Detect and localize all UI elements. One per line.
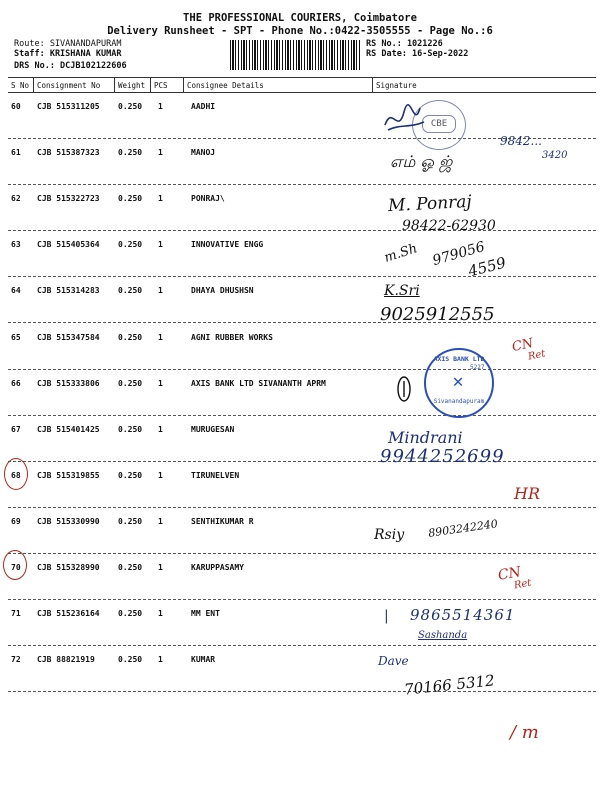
row-sno: 60 [11, 102, 21, 111]
row-consignee: AADHI [191, 102, 216, 111]
hw-r67-name: Mindrani [388, 428, 463, 447]
row-pcs: 1 [158, 102, 163, 111]
col-header-consignment: Consignment No [37, 81, 101, 90]
row-separator [8, 507, 596, 508]
hw-r69-phone: 8903242240 [427, 517, 499, 540]
row-separator [8, 276, 596, 277]
row-consignee: MANOJ [191, 148, 216, 157]
row-consignment-no: CJB 515322723 [37, 194, 100, 203]
row-sno: 72 [11, 655, 21, 664]
barcode [230, 40, 360, 70]
runsheet-title: THE PROFESSIONAL COURIERS, Coimbatore [183, 12, 417, 24]
row-sno: 63 [11, 240, 21, 249]
row-consignee: MURUGESAN [191, 425, 235, 434]
rs-date: RS Date: 16-Sep-2022 [366, 49, 469, 59]
hw-r69-sig: Rsiy [374, 527, 405, 543]
col-divider [150, 78, 151, 92]
row-consignment-no: CJB 515333806 [37, 379, 100, 388]
hw-r65-note-a: CN [510, 335, 535, 356]
row-weight: 0.250 [118, 194, 143, 203]
hw-r65-note-b: Ret [527, 348, 547, 363]
row-sno: 65 [11, 333, 21, 342]
row-consignee: KARUPPASAMY [191, 563, 244, 572]
row-consignee: TIRUNELVEN [191, 471, 240, 480]
row-separator [8, 691, 596, 692]
hw-r71-mark: | [384, 608, 389, 624]
row-weight: 0.250 [118, 517, 143, 526]
row-pcs: 1 [158, 563, 163, 572]
row-sno: 62 [11, 194, 21, 203]
row-pcs: 1 [158, 655, 163, 664]
col-divider [33, 78, 34, 92]
row-separator [8, 461, 596, 462]
row-weight: 0.250 [118, 379, 143, 388]
col-divider [372, 78, 373, 92]
row-separator [8, 553, 596, 554]
row-weight: 0.250 [118, 333, 143, 342]
col-header-consignee: Consignee Details [187, 81, 264, 90]
row-separator [8, 322, 596, 323]
row-separator [8, 369, 596, 370]
row-pcs: 1 [158, 609, 163, 618]
col-divider [183, 78, 184, 92]
row-weight: 0.250 [118, 471, 143, 480]
axis-stamp-top: AXIS BANK LTD [433, 355, 485, 363]
row-pcs: 1 [158, 194, 163, 203]
hw-r68-note: HR [514, 484, 540, 503]
row-consignment-no: CJB 515319855 [37, 471, 100, 480]
row-pcs: 1 [158, 425, 163, 434]
hw-r61-phone: 9842... [500, 134, 542, 148]
hw-r63-phone-b: 4559 [466, 253, 508, 281]
hw-r61-tamil: எம் ஓ ஜ் [390, 152, 453, 171]
axis-logo-icon: ✕ [452, 371, 464, 392]
row-consignee: MM ENT [191, 609, 220, 618]
row-consignment-no: CJB 515347584 [37, 333, 100, 342]
row-weight: 0.250 [118, 240, 143, 249]
row-sno: 69 [11, 517, 21, 526]
row-sno: 67 [11, 425, 21, 434]
runsheet-subtitle: Delivery Runsheet - SPT - Phone No.:0422-3505555 - Page No.:6 [107, 25, 493, 37]
row-pcs: 1 [158, 286, 163, 295]
row-separator [8, 599, 596, 600]
row-weight: 0.250 [118, 655, 143, 664]
row-consignment-no: CJB 515314283 [37, 286, 100, 295]
hw-r71-phone: 9865514361 [410, 606, 516, 624]
row-consignee: SENTHIKUMAR R [191, 517, 254, 526]
hw-r64-phone: 9025912555 [380, 304, 495, 325]
row-separator [8, 230, 596, 231]
route-label: Route: SIVANANDAPURAM [14, 39, 122, 49]
table-top-border [8, 77, 596, 78]
axis-stamp-bottom: Sivanandapuram [433, 398, 485, 405]
hw-r70-note-b: Ret [513, 577, 533, 592]
row-sno: 66 [11, 379, 21, 388]
row-sno: 70 [11, 563, 21, 572]
row-pcs: 1 [158, 517, 163, 526]
row-pcs: 1 [158, 333, 163, 342]
hw-r71-sig: Sashanda [418, 630, 468, 641]
col-divider [114, 78, 115, 92]
row-consignment-no: CJB 515311205 [37, 102, 100, 111]
hw-r64-name: K.Sri [384, 283, 420, 299]
hw-r72-sig: Dave [378, 654, 409, 668]
col-header-pcs: PCS [154, 81, 168, 90]
row-consignee: KUMAR [191, 655, 216, 664]
row-sno: 61 [11, 148, 21, 157]
row-weight: 0.250 [118, 425, 143, 434]
row-consignment-no: CJB 515405364 [37, 240, 100, 249]
hw-r72-phone: 70166 5312 [403, 671, 496, 699]
row-weight: 0.250 [118, 148, 143, 157]
row-sno: 71 [11, 609, 21, 618]
table-header-border [8, 92, 596, 93]
col-header-sno: S No [11, 81, 30, 90]
rs-number: RS No.: 1021226 [366, 39, 443, 49]
row-sno: 68 [11, 471, 21, 480]
row-pcs: 1 [158, 471, 163, 480]
signature-scribble-66 [395, 375, 415, 405]
row-weight: 0.250 [118, 102, 143, 111]
drs-number: DRS No.: DCJB102122606 [14, 61, 127, 71]
red-circle-mark [3, 550, 27, 580]
col-header-weight: Weight [118, 81, 146, 90]
row-sno: 64 [11, 286, 21, 295]
row-consignment-no: CJB 515401425 [37, 425, 100, 434]
hw-r63-phone-a: 979056 [430, 238, 487, 270]
hw-r61-num: 3420 [542, 150, 568, 161]
red-circle-mark [4, 458, 28, 490]
row-separator [8, 184, 596, 185]
row-consignment-no: CJB 515236164 [37, 609, 100, 618]
row-consignment-no: CJB 515387323 [37, 148, 100, 157]
row-weight: 0.250 [118, 286, 143, 295]
row-pcs: 1 [158, 379, 163, 388]
col-header-signature: Signature [376, 81, 417, 90]
row-pcs: 1 [158, 148, 163, 157]
axis-stamp-code: 5227 [470, 364, 485, 371]
row-separator [8, 645, 596, 646]
row-weight: 0.250 [118, 609, 143, 618]
axis-bank-stamp [424, 348, 494, 418]
signature-scribble-60 [380, 100, 430, 140]
row-consignment-no: CJB 515330990 [37, 517, 100, 526]
row-weight: 0.250 [118, 563, 143, 572]
row-consignee: AXIS BANK LTD SIVANANTH APRM [191, 379, 326, 388]
row-consignment-no: CJB 515328990 [37, 563, 100, 572]
row-consignment-no: CJB 88821919 [37, 655, 95, 664]
hw-footer-mark: / m [510, 722, 539, 743]
row-consignee: PONRAJ\ [191, 194, 225, 203]
row-consignee: DHAYA DHUSHSN [191, 286, 254, 295]
hw-r62-name: M. Ponraj [387, 191, 473, 217]
hw-r62-phone: 98422-62930 [402, 218, 496, 234]
hw-r67-phone: 9944252699 [380, 446, 505, 467]
row-pcs: 1 [158, 240, 163, 249]
hw-r63-initials: m.Sh [382, 241, 420, 266]
row-consignee: INNOVATIVE ENGG [191, 240, 264, 249]
cbe-stamp-text: CBE [422, 115, 456, 133]
row-consignee: AGNI RUBBER WORKS [191, 333, 273, 342]
hw-r70-note-a: CN [496, 564, 523, 584]
staff-label: Staff: KRISHANA KUMAR [14, 49, 122, 59]
row-separator [8, 415, 596, 416]
